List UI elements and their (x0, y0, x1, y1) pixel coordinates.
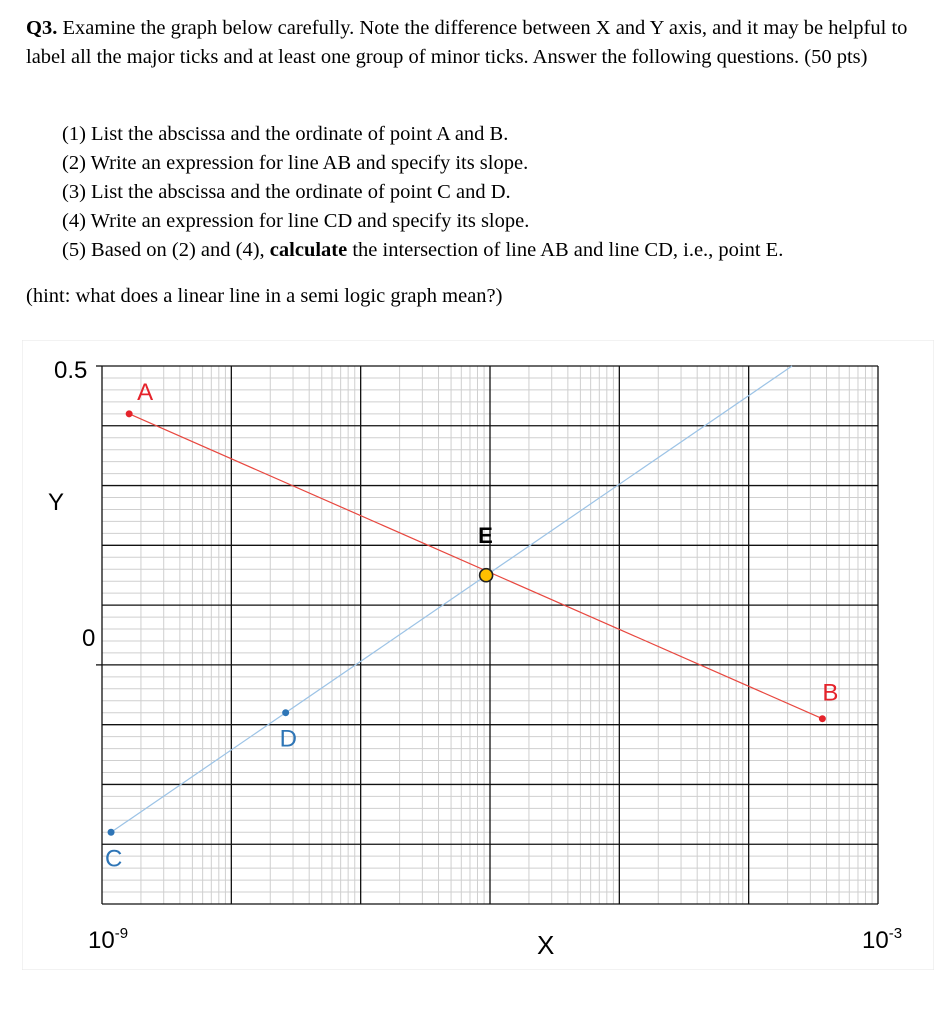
x-tick-left-base: 10 (88, 927, 115, 954)
point-e (480, 569, 493, 582)
subquestion-1 (62, 120, 783, 149)
subquestion-3 (62, 178, 783, 207)
point-c (108, 829, 115, 836)
y-tick-label-zero: 0 (82, 625, 96, 652)
point-label-d: D (279, 725, 297, 753)
point-label-b: B (822, 679, 839, 707)
point-label-e: E (478, 523, 493, 549)
subquestion-5-bold: calculate (269, 239, 348, 261)
subquestion-4-text: (4) Write an expression for line CD and specify its slope. (62, 210, 530, 232)
subquestion-3-text: (3) List the abscissa and the ordinate of point C and D. (62, 181, 511, 203)
subquestion-5-text-pre: (5) Based on (2) and (4), (62, 239, 270, 261)
x-tick-right-exp: -3 (888, 925, 903, 942)
point-d (282, 709, 289, 716)
point-label-c: C (105, 845, 123, 873)
point-label-a: A (137, 378, 154, 406)
subquestion-2 (62, 149, 783, 178)
y-axis-label: Y (48, 489, 65, 516)
subquestion-2-text: (2) Write an expression for line AB and specify its slope. (62, 152, 529, 174)
x-tick-right-base: 10 (862, 927, 889, 954)
semi-log-graph (22, 340, 934, 970)
point-a (126, 410, 133, 417)
y-tick-label-top: 0.5 (54, 357, 88, 384)
x-axis-label: X (537, 930, 555, 960)
point-b (819, 715, 826, 722)
question-number: Q3. (26, 17, 58, 39)
question-body: Examine the graph below carefully. Note the difference between X and Y axis, and it may be helpful to label all the major ticks and at least one group of minor ticks. Answer the following questions. (50 pts) (26, 17, 908, 68)
subquestion-4 (62, 207, 783, 236)
subquestion-1-text: (1) List the abscissa and the ordinate of point A and B. (62, 123, 509, 145)
hint-text: (hint: what does a linear line in a semi logic graph mean?) (26, 285, 503, 307)
subquestion-5-text-post: the intersection of line AB and line CD, i.e., point E. (347, 239, 784, 261)
x-tick-left-exp: -9 (114, 925, 129, 942)
chart-svg (22, 340, 934, 970)
figure-frame (22, 340, 934, 970)
subquestion-list (62, 120, 783, 265)
question-text (26, 14, 938, 71)
subquestion-5 (62, 236, 783, 265)
